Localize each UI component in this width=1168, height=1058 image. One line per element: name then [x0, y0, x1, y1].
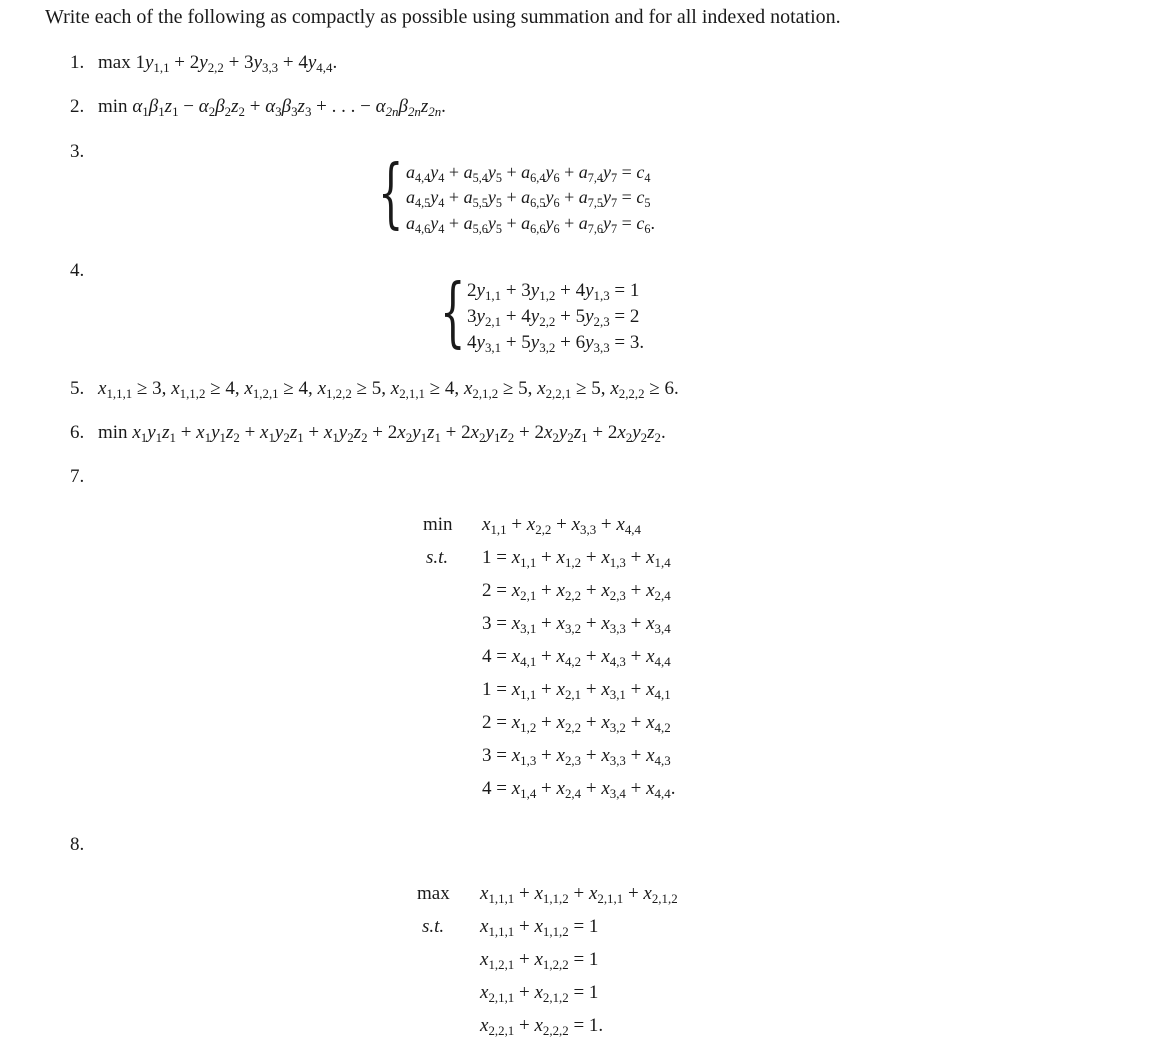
item-8-constraint-4: $x_{2,2,1} + x_{2,2,2} = 1$.: [480, 1015, 604, 1039]
item-3-number: 3.: [70, 141, 85, 162]
item-7-constraint-4: $4 = x_{4,1} + x_{4,2} + x_{4,3} + x_{4,4}$: [482, 646, 671, 670]
item-6-number: 6.: [70, 422, 85, 443]
item-4-row-1: $2y_{1,1} + 3y_{1,2} + 4y_{1,3} = 1$: [467, 280, 640, 304]
item-7-objective: $x_{1,1} + x_{2,2} + x_{3,3} + x_{4,4}$: [482, 514, 641, 538]
item-2-number: 2.: [70, 96, 85, 117]
item-3-row-1: $a_{4,4}y_4 + a_{5,4}y_5 + a_{6,4}y_6 + a_{7,4}y_7 = c_4$: [406, 162, 651, 185]
item-7-constraint-1: $1 = x_{1,1} + x_{1,2} + x_{1,3} + x_{1,4}$: [482, 547, 671, 571]
item-8-max-keyword: max: [417, 883, 450, 904]
item-1-number: 1.: [70, 52, 85, 73]
item-3-row-3: $a_{4,6}y_4 + a_{5,6}y_5 + a_{6,6}y_6 + a_{7,6}y_7 = c_6$.: [406, 213, 655, 236]
item-7-constraint-7: $3 = x_{1,3} + x_{2,3} + x_{3,3} + x_{4,3}$: [482, 745, 671, 769]
item-7-constraint-2: $2 = x_{2,1} + x_{2,2} + x_{2,3} + x_{2,4}$: [482, 580, 671, 604]
item-4-row-3: $4y_{3,1} + 5y_{3,2} + 6y_{3,3} = 3$.: [467, 332, 645, 356]
item-4-number: 4.: [70, 260, 85, 281]
item-7-st-keyword: s.t.: [426, 547, 449, 568]
item-3-row-2: $a_{4,5}y_4 + a_{5,5}y_5 + a_{6,5}y_6 + a_{7,5}y_7 = c_5$: [406, 187, 651, 210]
item-4-left-brace: {: [440, 269, 466, 357]
item-1-expression: $\max 1y_{1,1} + 2y_{2,2} + 3y_{3,3} + 4y_{4,4}$.: [98, 52, 338, 76]
item-2-expression: $\min \alpha_1\beta_1z_1 - \alpha_2\beta_2z_2 + \alpha_3\beta_3z_3$ + . . . − $\alpha_{2n}\beta_{2n}z_{2n}$.: [98, 96, 446, 120]
item-7-constraint-5: $1 = x_{1,1} + x_{2,1} + x_{3,1} + x_{4,1}$: [482, 679, 671, 703]
item-5-expression: $x_{1,1,1} \ge 3$, $x_{1,1,2} \ge 4$, $x_{1,2,1} \ge 4$, $x_{1,2,2} \ge 5$, $x_{2,1,1} \ge 4$, $x_{2,1,2} \ge 5$, $x_{2,2,1} \ge 5$, $x_{2,2,2} \ge 6$.: [98, 378, 679, 402]
item-7-number: 7.: [70, 466, 85, 487]
instructions-text: Write each of the following as compactly as possible using summation and for all indexed notation.: [45, 6, 841, 28]
item-7-min-keyword: min: [423, 514, 453, 535]
item-6-expression: $\min x_1y_1z_1 + x_1y_1z_2 + x_1y_2z_1 + x_1y_2z_2 + 2x_2y_1z_1 + 2x_2y_1z_2 + 2x_2y_2z_1 + 2x_2y_2z_2$.: [98, 422, 666, 446]
item-8-number: 8.: [70, 834, 85, 855]
item-4-row-2: $3y_{2,1} + 4y_{2,2} + 5y_{2,3} = 2$: [467, 306, 640, 330]
item-8-constraint-3: $x_{2,1,1} + x_{2,1,2} = 1$: [480, 982, 599, 1006]
item-8-constraint-2: $x_{1,2,1} + x_{1,2,2} = 1$: [480, 949, 599, 973]
item-8-objective: $x_{1,1,1} + x_{1,1,2} + x_{2,1,1} + x_{2,1,2}$: [480, 883, 678, 907]
item-3-left-brace: {: [378, 150, 404, 238]
item-8-constraint-1: $x_{1,1,1} + x_{1,1,2} = 1$: [480, 916, 599, 940]
item-8-st-keyword: s.t.: [422, 916, 445, 937]
item-7-constraint-3: $3 = x_{3,1} + x_{3,2} + x_{3,3} + x_{3,4}$: [482, 613, 671, 637]
item-5-number: 5.: [70, 378, 85, 399]
item-7-constraint-8: $4 = x_{1,4} + x_{2,4} + x_{3,4} + x_{4,4}$.: [482, 778, 676, 802]
item-7-constraint-6: $2 = x_{1,2} + x_{2,2} + x_{3,2} + x_{4,2}$: [482, 712, 671, 736]
